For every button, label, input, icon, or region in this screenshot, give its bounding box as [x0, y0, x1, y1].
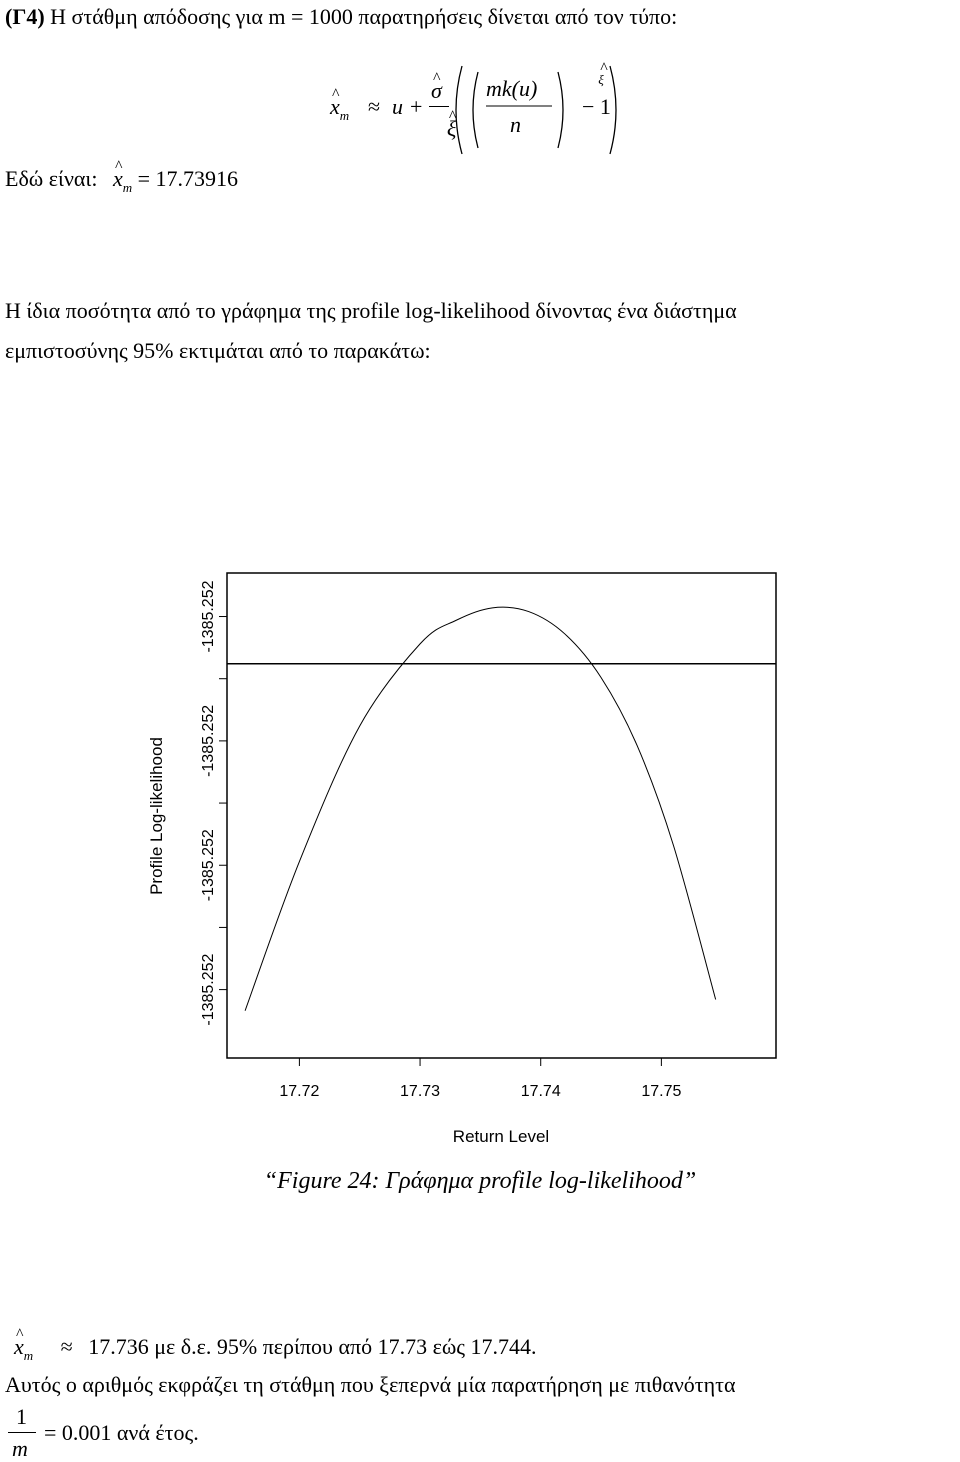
x-axis [279, 1058, 681, 1100]
figure-caption: “Figure 24: Γράφημα profile log-likelihood” [263, 1168, 697, 1194]
result-var: ^ x [14, 1334, 24, 1360]
x-tick-label: 17.73 [400, 1083, 441, 1100]
figure-caption-text: Figure 24: Γράφημα profile log-likelihood [277, 1168, 683, 1194]
plot-frame [227, 573, 776, 1058]
result-line [14, 1334, 537, 1363]
y-axis [200, 580, 227, 1025]
value-line [5, 166, 238, 195]
formula-xi: ^ ξ [447, 116, 456, 142]
explanation-frac-den: m [12, 1436, 28, 1461]
explanation-line-1: Αυτός ο αριθμός εκφράζει τη στάθμη που ξεπερνά μία παρατήρηση με πιθανότητα [5, 1372, 736, 1397]
y-tick-label: -1385.252 [200, 704, 217, 777]
heading-text: Η στάθμη απόδοσης για m = 1000 παρατηρήσεις δίνεται από τον τύπο: [50, 4, 678, 29]
result-approx: ≈ [60, 1334, 73, 1359]
heading-line [5, 4, 677, 30]
heading-label: (Γ4) [5, 4, 45, 29]
x-axis-label: Return Level [452, 1127, 550, 1146]
value-number: = 17.73916 [137, 166, 239, 191]
formula-sigma: ^ σ [431, 78, 442, 104]
value-sub: m [122, 180, 133, 195]
x-tick-label: 17.74 [520, 1083, 561, 1100]
y-tick-label: -1385.252 [200, 953, 217, 1026]
formula-exponent: ^ ξ [598, 72, 604, 88]
y-tick-label: -1385.252 [200, 829, 217, 902]
formula-lhs-sub: m [339, 108, 350, 123]
formula-denominator: n [510, 112, 521, 137]
value-var: ^ x [113, 166, 123, 192]
formula-plus: + [410, 94, 423, 119]
explanation-frac-num: 1 [16, 1404, 27, 1429]
paragraph-line-1: Η ίδια ποσότητα από το γράφημα της profile log-likelihood δίνοντας ένα διάστημα [5, 298, 737, 323]
y-axis-label: Profile Log-likelihood [147, 737, 166, 895]
x-tick-label: 17.72 [279, 1083, 320, 1100]
formula-u: u [392, 94, 403, 119]
profile-likelihood-chart [130, 560, 830, 1150]
explanation-frac-bar [8, 1432, 36, 1433]
formula-approx: ≈ [368, 94, 381, 119]
formula-lhs-var: ^ x [330, 94, 340, 120]
x-tick-label: 17.75 [641, 1083, 682, 1100]
explanation-rest: = 0.001 ανά έτος. [44, 1420, 199, 1445]
formula-minus-one: − 1 [582, 94, 611, 119]
result-text: 17.736 με δ.ε. 95% περίπου από 17.73 εώς 17.744. [88, 1334, 537, 1359]
paragraph-line-2: εμπιστοσύνης 95% εκτιμάται από το παρακάτω: [5, 338, 431, 363]
profile-curve [245, 607, 716, 1011]
value-prefix: Εδώ είναι: [5, 166, 98, 191]
return-level-formula [330, 60, 630, 160]
result-sub: m [23, 1348, 34, 1363]
formula-numerator: mk(u) [486, 76, 538, 101]
y-tick-label: -1385.252 [200, 580, 217, 653]
